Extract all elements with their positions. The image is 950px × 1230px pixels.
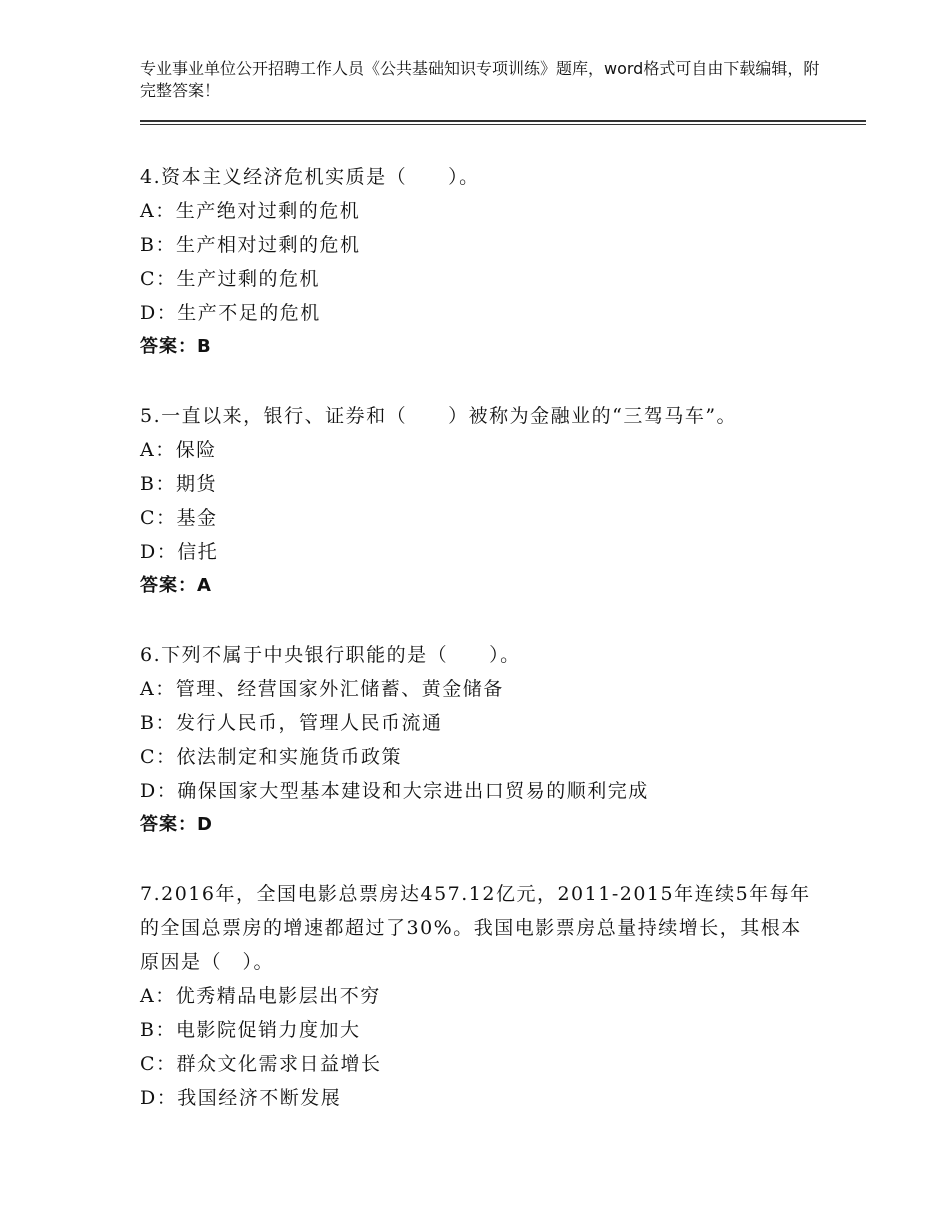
- question-6: [140, 638, 820, 842]
- option-b: B：电影院促销力度加大: [140, 1019, 361, 1041]
- option-a: A：优秀精品电影层出不穷: [140, 985, 381, 1007]
- answer: 答案：D: [140, 814, 213, 835]
- question-stem: 6.下列不属于中央银行职能的是（ ）。: [140, 644, 521, 666]
- option-b: B：期货: [140, 473, 217, 495]
- header-divider-thin: [140, 124, 866, 125]
- document-header: 专业事业单位公开招聘工作人员《公共基础知识专项训练》题库，word格式可自由下载编辑，附完整答案！: [140, 59, 820, 100]
- option-b: B：生产相对过剩的危机: [140, 234, 361, 256]
- header-divider-thick: [140, 120, 866, 122]
- option-d: D：确保国家大型基本建设和大宗进出口贸易的顺利完成: [140, 780, 649, 802]
- option-d: D：我国经济不断发展: [140, 1087, 342, 1109]
- option-c: C：依法制定和实施货币政策: [140, 746, 403, 768]
- option-d: D：信托: [140, 541, 219, 563]
- option-b: B：发行人民币，管理人民币流通: [140, 712, 443, 734]
- option-a: A：生产绝对过剩的危机: [140, 200, 361, 222]
- option-c: C：生产过剩的危机: [140, 268, 321, 290]
- option-a: A：保险: [140, 439, 217, 461]
- answer: 答案：B: [140, 336, 212, 357]
- question-stem: 5.一直以来，银行、证券和（ ）被称为金融业的“三驾马车”。: [140, 405, 738, 427]
- question-7: [140, 877, 820, 1115]
- option-d: D：生产不足的危机: [140, 302, 321, 324]
- question-stem: 4.资本主义经济危机实质是（ ）。: [140, 166, 480, 188]
- option-c: C：基金: [140, 507, 218, 529]
- question-5: [140, 399, 820, 603]
- question-stem: 7.2016年，全国电影总票房达457.12亿元，2011-2015年连续5年每年的全国总票房的增速都超过了30%。我国电影票房总量持续增长，其根本原因是（ ）。: [140, 883, 811, 973]
- answer: 答案：A: [140, 575, 212, 596]
- option-a: A：管理、经营国家外汇储蓄、黄金储备: [140, 678, 504, 700]
- option-c: C：群众文化需求日益增长: [140, 1053, 382, 1075]
- question-4: [140, 160, 820, 364]
